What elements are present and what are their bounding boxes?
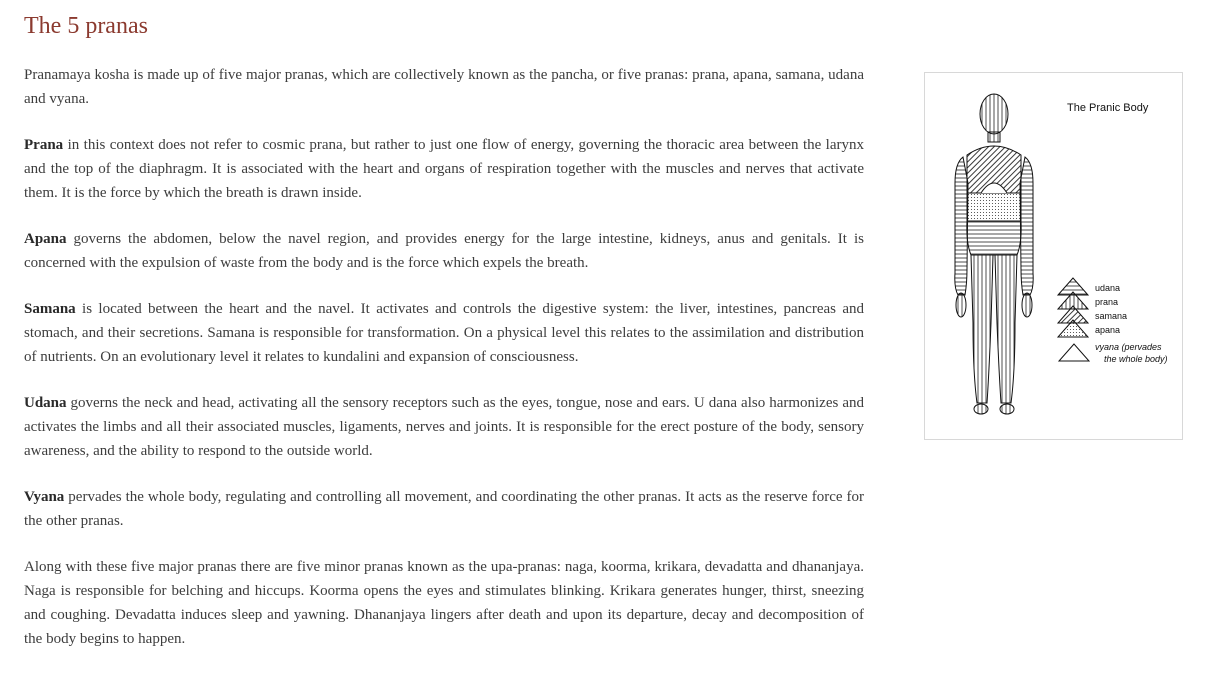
head (980, 94, 1008, 142)
apana-paragraph (24, 227, 864, 275)
prana-paragraph (24, 133, 864, 205)
legend-vyana-line1: vyana (pervades (1095, 342, 1162, 352)
legend-vyana-line2: the whole body) (1104, 354, 1168, 364)
vyana-paragraph (24, 485, 864, 533)
article-body (24, 63, 864, 673)
prana-description: in this context does not refer to cosmic prana, but rather to just one flow of energy, governing the thoracic area between the larynx and the top of the diaphragm. It is associated with the heart and organs of respiration together with the muscles and nerves that activate them. It is the force by which the breath is drawn inside. (24, 137, 864, 201)
minor-pranas-paragraph: Along with these five major pranas there are five minor pranas known as the upa-pranas: naga, koorma, krikara, devadatta and dhananjaya. Naga is responsible for belching and hiccups. Koorma opens the eyes and stimulates blinking. Krikara generates hunger, thirst, sneezing and coughing. Devadatta induces sleep and yawning. Dhananjaya lingers after death and upon its departure, decay and decomposition of the body begins to happen. (24, 559, 864, 647)
samana-paragraph (24, 297, 864, 369)
intro-paragraph: Pranamaya kosha is made up of five major pranas, which are collectively known as the pancha, or five pranas: prana, apana, samana, udana and vyana. (24, 67, 864, 107)
pranic-body-illustration (925, 73, 1182, 439)
page-title: The 5 pranas (24, 13, 148, 39)
udana-description: governs the neck and head, activating all the sensory receptors such as the eyes, tongue, nose and ears. U dana also harmonizes and activates the limbs and all their associated muscles, ligaments, nerves and joints. It is responsible for the erect posture of the body, sensory awareness, and the ability to respond to the outside world. (24, 395, 864, 459)
apana-description: governs the abdomen, below the navel region, and provides energy for the large intestine, kidneys, anus and genitals. It is concerned with the expulsion of waste from the body and is the force which expels the breath. (24, 231, 864, 271)
vyana-description: pervades the whole body, regulating and controlling all movement, and coordinating the other pranas. It acts as the reserve force for the other pranas. (24, 489, 864, 529)
udana-paragraph (24, 391, 864, 463)
torso (967, 146, 1021, 255)
legend-symbols (1058, 278, 1089, 361)
samana-term: Samana (24, 301, 76, 317)
legend-udana: udana (1095, 283, 1121, 293)
legend-samana: samana (1095, 311, 1128, 321)
legend-apana: apana (1095, 325, 1121, 335)
figure-title: The Pranic Body (1067, 102, 1149, 114)
legend-prana: prana (1095, 297, 1119, 307)
prana-term: Prana (24, 137, 64, 153)
apana-term: Apana (24, 231, 67, 247)
legs (971, 255, 1017, 414)
pranic-body-figure (924, 72, 1183, 440)
vyana-term: Vyana (24, 489, 65, 505)
udana-term: Udana (24, 395, 67, 411)
samana-description: is located between the heart and the navel. It activates and controls the digestive system: the liver, intestines, pancreas and stomach, and their secretions. Samana is responsible for transformation. On a physical level this relates to the assimilation and distribution of nutrients. On an evolutionary level it relates to kundalini and expansion of consciousness. (24, 301, 864, 365)
